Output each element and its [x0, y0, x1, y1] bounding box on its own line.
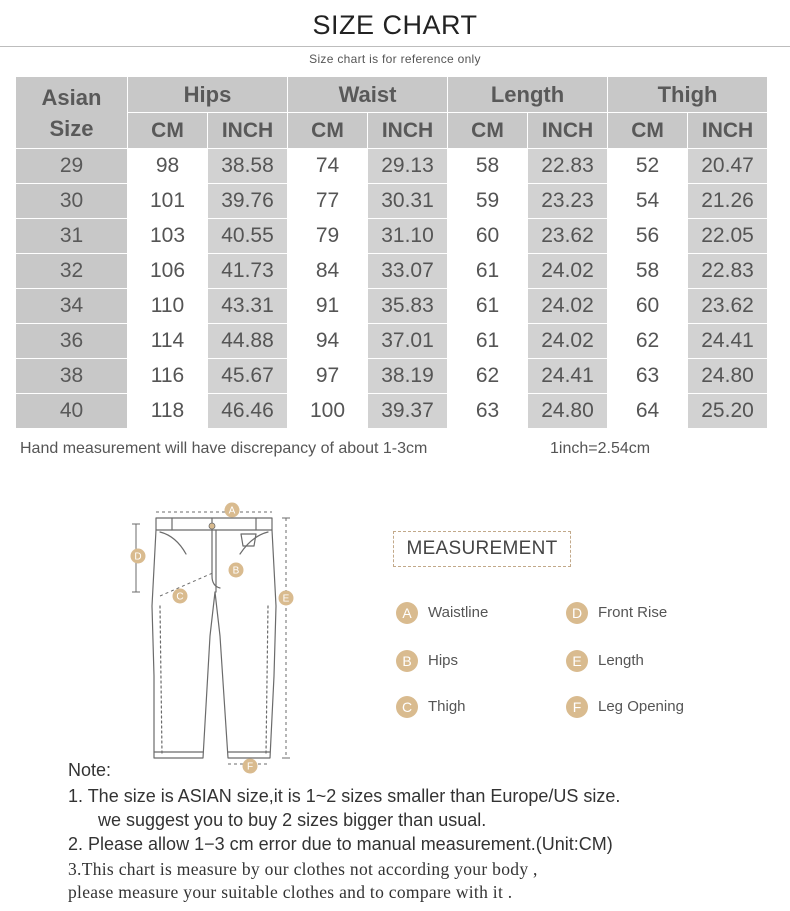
inch-value-cell: 24.80 [688, 359, 768, 394]
cm-value-cell: 106 [128, 254, 208, 289]
inch-value-cell: 39.37 [368, 394, 448, 429]
table-row [16, 324, 768, 359]
table-header-row-groups [16, 77, 768, 113]
legend-label: Leg Opening [598, 698, 684, 716]
legend-label: Thigh [428, 698, 466, 716]
inch-value-cell: 43.31 [208, 289, 288, 324]
inch-value-cell: 21.26 [688, 184, 768, 219]
inch-value-cell: 24.02 [528, 289, 608, 324]
size-cell: 29 [16, 149, 128, 184]
inch-value-cell: 38.58 [208, 149, 288, 184]
inch-value-cell: 30.31 [368, 184, 448, 219]
cm-value-cell: 77 [288, 184, 368, 219]
size-cell: 31 [16, 219, 128, 254]
legend-front-rise [566, 602, 667, 624]
inch-value-cell: 22.83 [528, 149, 608, 184]
size-cell: 30 [16, 184, 128, 219]
table-row [16, 359, 768, 394]
thigh-cm-header: CM [608, 113, 688, 149]
cm-value-cell: 79 [288, 219, 368, 254]
inch-conversion-note: 1inch=2.54cm [550, 440, 651, 457]
cm-value-cell: 118 [128, 394, 208, 429]
cm-value-cell: 58 [608, 254, 688, 289]
waist-inch-header: INCH [368, 113, 448, 149]
table-header-row-units [16, 113, 768, 149]
inch-value-cell: 22.05 [688, 219, 768, 254]
table-row [16, 219, 768, 254]
cm-value-cell: 110 [128, 289, 208, 324]
note-1: 1. The size is ASIAN size,it is 1~2 sizes smaller than Europe/US size. [68, 786, 621, 806]
badge-a-icon: A [396, 602, 418, 624]
inch-value-cell: 22.83 [688, 254, 768, 289]
inch-value-cell: 20.47 [688, 149, 768, 184]
cm-value-cell: 52 [608, 149, 688, 184]
inch-value-cell: 39.76 [208, 184, 288, 219]
cm-value-cell: 84 [288, 254, 368, 289]
length-header: Length [448, 77, 608, 113]
inch-value-cell: 24.02 [528, 254, 608, 289]
table-row [16, 289, 768, 324]
cm-value-cell: 60 [448, 219, 528, 254]
note-2: 2. Please allow 1−3 cm error due to manual measurement.(Unit:CM) [68, 834, 613, 854]
marker-b: B [232, 565, 240, 577]
jeans-outline-icon [120, 496, 330, 780]
marker-d: D [134, 551, 142, 563]
cm-value-cell: 60 [608, 289, 688, 324]
size-cell: 32 [16, 254, 128, 289]
inch-value-cell: 31.10 [368, 219, 448, 254]
inch-value-cell: 45.67 [208, 359, 288, 394]
measurement-title: MEASUREMENT [393, 531, 571, 567]
cm-value-cell: 91 [288, 289, 368, 324]
table-row [16, 184, 768, 219]
inch-value-cell: 24.41 [528, 359, 608, 394]
cm-value-cell: 98 [128, 149, 208, 184]
cm-value-cell: 64 [608, 394, 688, 429]
waist-header: Waist [288, 77, 448, 113]
legend-label: Hips [428, 652, 459, 670]
note-1-continued: we suggest you to buy 2 sizes bigger than usual. [98, 810, 487, 830]
cm-value-cell: 61 [448, 289, 528, 324]
page-title: SIZE CHART [312, 10, 478, 40]
inch-value-cell: 40.55 [208, 219, 288, 254]
discrepancy-note: Hand measurement will have discrepancy of about 1-3cm [20, 440, 428, 457]
cm-value-cell: 97 [288, 359, 368, 394]
table-row [16, 254, 768, 289]
legend-leg-opening [566, 696, 684, 718]
marker-e: E [282, 593, 290, 605]
cm-value-cell: 116 [128, 359, 208, 394]
inch-value-cell: 46.46 [208, 394, 288, 429]
hips-inch-header: INCH [208, 113, 288, 149]
cm-value-cell: 56 [608, 219, 688, 254]
length-cm-header: CM [448, 113, 528, 149]
legend-hips [396, 650, 458, 672]
inch-value-cell: 33.07 [368, 254, 448, 289]
badge-c-icon: C [396, 696, 418, 718]
legend-thigh [396, 696, 466, 718]
table-row [16, 394, 768, 429]
inch-value-cell: 41.73 [208, 254, 288, 289]
size-cell: 34 [16, 289, 128, 324]
inch-value-cell: 24.02 [528, 324, 608, 359]
title-divider [0, 46, 790, 47]
inch-value-cell: 24.80 [528, 394, 608, 429]
cm-value-cell: 58 [448, 149, 528, 184]
size-cell: 36 [16, 324, 128, 359]
inch-value-cell: 44.88 [208, 324, 288, 359]
note-3: 3.This chart is measure by our clothes not according your body , [68, 859, 538, 879]
cm-value-cell: 103 [128, 219, 208, 254]
cm-value-cell: 63 [608, 359, 688, 394]
thigh-inch-header: INCH [688, 113, 768, 149]
thigh-header: Thigh [608, 77, 768, 113]
badge-b-icon: B [396, 650, 418, 672]
inch-value-cell: 37.01 [368, 324, 448, 359]
cm-value-cell: 114 [128, 324, 208, 359]
cm-value-cell: 61 [448, 254, 528, 289]
cm-value-cell: 59 [448, 184, 528, 219]
inch-value-cell: 25.20 [688, 394, 768, 429]
size-cell: 38 [16, 359, 128, 394]
inch-value-cell: 35.83 [368, 289, 448, 324]
cm-value-cell: 100 [288, 394, 368, 429]
marker-f: F [246, 761, 254, 773]
legend-waistline [396, 602, 488, 624]
size-chart-table [15, 76, 768, 429]
inch-value-cell: 38.19 [368, 359, 448, 394]
inch-value-cell: 23.62 [528, 219, 608, 254]
asian-size-header-line2: Size [49, 115, 94, 141]
hips-header: Hips [128, 77, 288, 113]
marker-c: C [176, 591, 184, 603]
inch-value-cell: 23.62 [688, 289, 768, 324]
cm-value-cell: 61 [448, 324, 528, 359]
badge-d-icon: D [566, 602, 588, 624]
legend-label: Length [598, 652, 644, 670]
size-cell: 40 [16, 394, 128, 429]
waist-cm-header: CM [288, 113, 368, 149]
notes-heading: Note: [68, 760, 112, 780]
badge-f-icon: F [566, 696, 588, 718]
cm-value-cell: 101 [128, 184, 208, 219]
cm-value-cell: 62 [608, 324, 688, 359]
asian-size-header-line1: Asian [41, 84, 102, 110]
cm-value-cell: 74 [288, 149, 368, 184]
inch-value-cell: 24.41 [688, 324, 768, 359]
length-inch-header: INCH [528, 113, 608, 149]
note-3-continued: please measure your suitable clothes and to compare with it . [68, 882, 513, 902]
legend-label: Front Rise [598, 604, 668, 622]
cm-value-cell: 62 [448, 359, 528, 394]
hips-cm-header: CM [128, 113, 208, 149]
cm-value-cell: 94 [288, 324, 368, 359]
cm-value-cell: 54 [608, 184, 688, 219]
legend-length [566, 650, 644, 672]
legend-label: Waistline [428, 604, 489, 622]
asian-size-header [16, 77, 128, 149]
page-subtitle: Size chart is for reference only [309, 52, 481, 66]
table-row [16, 149, 768, 184]
cm-value-cell: 63 [448, 394, 528, 429]
inch-value-cell: 29.13 [368, 149, 448, 184]
inch-value-cell: 23.23 [528, 184, 608, 219]
badge-e-icon: E [566, 650, 588, 672]
marker-a: A [228, 505, 236, 517]
